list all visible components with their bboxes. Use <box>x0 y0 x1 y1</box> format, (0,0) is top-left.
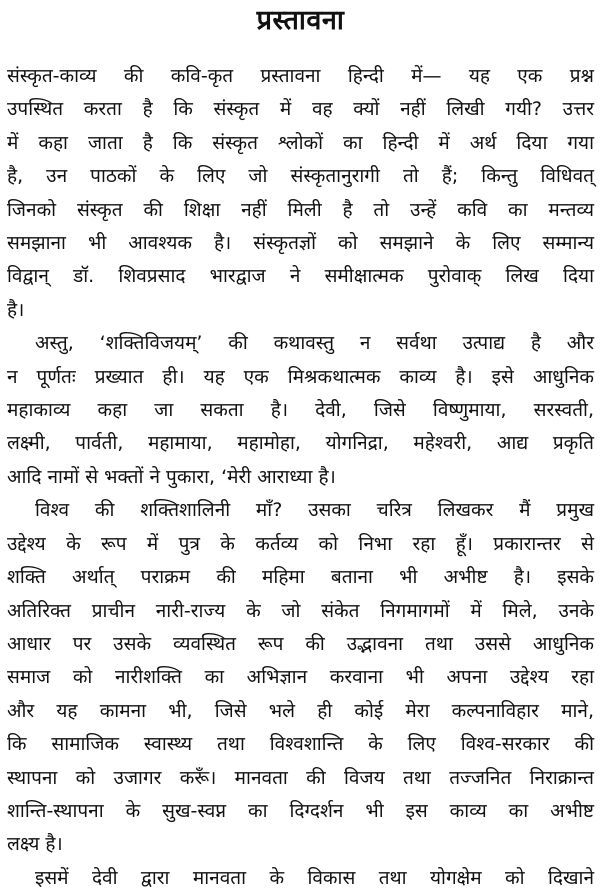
text-line: न पूर्णतः प्रख्यात ही। यह एक मिश्रकथात्मक काव्य है। इसे आधुनिक <box>7 365 594 388</box>
text-line: है, उन पाठकों के लिए जो संस्कृतानुरागी तो हैं; किन्तु विधिवत् <box>7 165 594 188</box>
text-line: स्थापना को उजागर करूँ। मानवता की विजय तथा तज्जनित निराक्रान्त <box>7 766 594 789</box>
page-title: प्रस्तावना <box>256 5 345 36</box>
paragraph <box>7 327 594 494</box>
paragraph <box>7 60 594 327</box>
text-line: है। <box>7 298 25 321</box>
text-line: लक्ष्य है। <box>7 833 63 856</box>
document-body <box>7 60 594 895</box>
text-line: उद्देश्य के रूप में पुत्र के कर्तव्य को निभा रहा हूँ। प्रकारान्तर से <box>7 532 594 555</box>
paragraph <box>7 494 594 861</box>
text-line: शान्ति-स्थापना के सुख-स्वप्न का दिग्दर्शन भी इस काव्य का अभीष्ट <box>7 799 594 822</box>
paragraph <box>7 862 594 895</box>
text-line: समझाना भी आवश्यक है। संस्कृतज्ञों को समझाने के लिए सम्मान्य <box>7 232 594 255</box>
text-line: जिनको संस्कृत की शिक्षा नहीं मिली है तो उन्हें कवि का मन्तव्य <box>7 198 594 221</box>
text-line: विश्व की शक्तिशालिनी माँ? उसका चरित्र लिखकर मैं प्रमुख <box>35 499 594 522</box>
text-line: शक्ति अर्थात् पराक्रम की महिमा बताना भी अभीष्ट है। इसके <box>7 566 594 589</box>
text-line: और यह कामना भी, जिसे भले ही कोई मेरा कल्पनाविहार माने, <box>7 699 594 722</box>
text-line: महाकाव्य कहा जा सकता है। देवी, जिसे विष्णुमाया, सरस्वती, <box>7 399 594 422</box>
text-line: आधार पर उसके व्यवस्थित रूप की उद्भावना तथा उससे आधुनिक <box>7 632 594 655</box>
text-line: समाज को नारीशक्ति का अभिज्ञान करवाना भी अपना उद्देश्य रहा <box>7 666 594 689</box>
text-line: इसमें देवी द्वारा मानवता के विकास तथा योगक्षेम को दिखाने <box>35 866 594 889</box>
text-line: अस्तु, ‘शक्तिविजयम्’ की कथावस्तु न सर्वथा उत्पाद्य है और <box>35 332 594 355</box>
text-line: संस्कृत-काव्य की कवि-कृत प्रस्तावना हिन्दी में— यह एक प्रश्न <box>7 65 594 87</box>
text-line: उपस्थित करता है कि संस्कृत में वह क्यों नहीं लिखी गयी? उत्तर <box>7 98 594 121</box>
text-line: अतिरिक्त प्राचीन नारी-राज्य के जो संकेत निगमागमों में मिले, उनके <box>7 599 594 622</box>
text-line: लक्ष्मी, पार्वती, महामाया, महामोहा, योगनिद्रा, महेश्वरी, आद्य प्रकृति <box>7 432 594 455</box>
text-line: विद्वान् डॉ. शिवप्रसाद भारद्वाज ने समीक्षात्मक पुरोवाक् लिख दिया <box>7 265 594 288</box>
text-line: में कहा जाता है कि संस्कृत श्लोकों का हिन्दी में अर्थ दिया गया <box>7 131 594 154</box>
text-line: कि सामाजिक स्वास्थ्य तथा विश्वशान्ति के लिए विश्व-सरकार की <box>7 733 594 756</box>
text-line: आदि नामों से भक्तों ने पुकारा, ‘मेरी आराध्या है। <box>7 465 336 488</box>
